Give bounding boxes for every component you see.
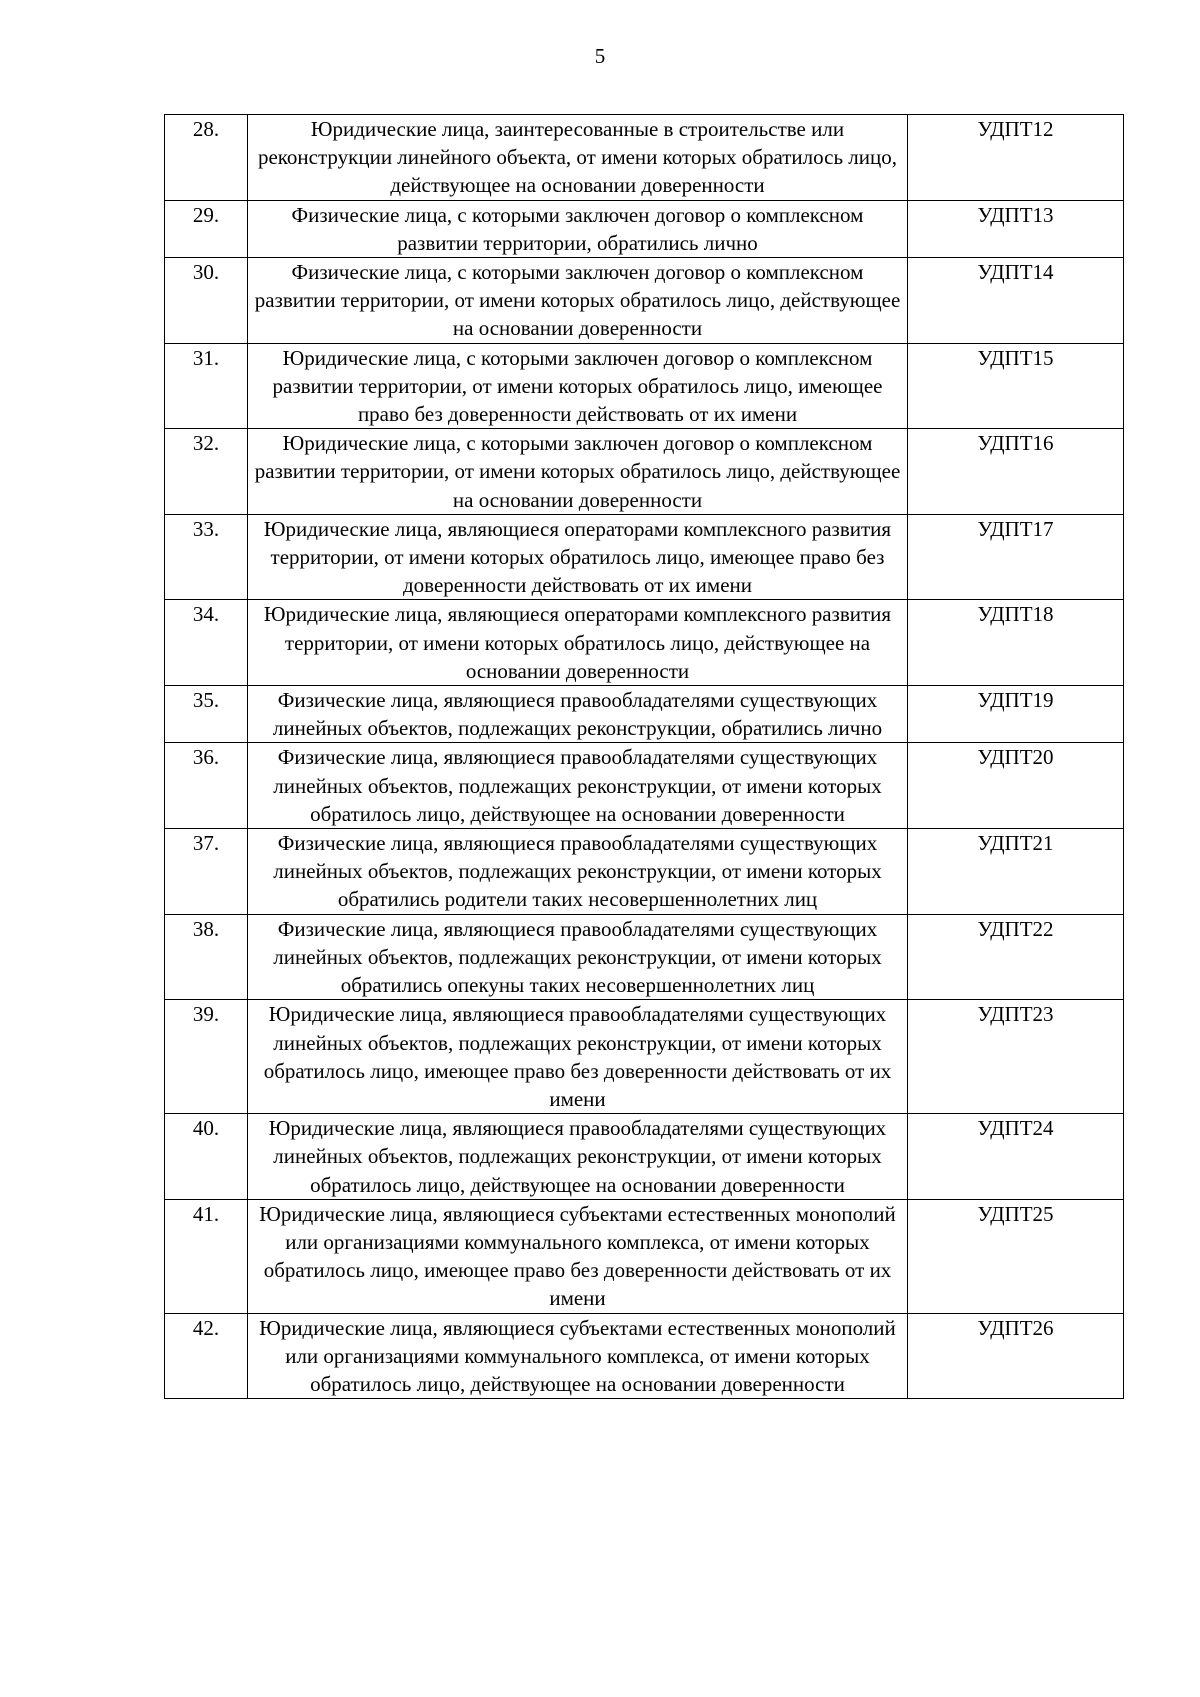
- row-code: УДПТ16: [908, 429, 1124, 515]
- row-code: УДПТ14: [908, 258, 1124, 344]
- table-row: [165, 914, 1124, 1000]
- row-code: УДПТ20: [908, 743, 1124, 829]
- row-code: УДПТ12: [908, 115, 1124, 201]
- row-number: 37.: [165, 829, 248, 915]
- row-description: Физические лица, с которыми заключен договор о комплексном развитии территории, от имени которых обратилось лицо, действующее на основании доверенности: [248, 258, 908, 344]
- row-code: УДПТ13: [908, 200, 1124, 257]
- applicant-category-table: [164, 114, 1124, 1399]
- table-row: [165, 115, 1124, 201]
- table-row: [165, 514, 1124, 600]
- row-number: 41.: [165, 1199, 248, 1313]
- row-description: Физические лица, являющиеся правообладателями существующих линейных объектов, подлежащих реконструкции, от имени которых обратились родители таких несовершеннолетних лиц: [248, 829, 908, 915]
- row-number: 40.: [165, 1114, 248, 1200]
- row-description: Физические лица, являющиеся правообладателями существующих линейных объектов, подлежащих реконструкции, от имени которых обратились опекуны таких несовершеннолетних лиц: [248, 914, 908, 1000]
- row-number: 28.: [165, 115, 248, 201]
- table-row: [165, 200, 1124, 257]
- row-number: 30.: [165, 258, 248, 344]
- row-code: УДПТ21: [908, 829, 1124, 915]
- row-code: УДПТ22: [908, 914, 1124, 1000]
- row-number: 29.: [165, 200, 248, 257]
- table-row: [165, 429, 1124, 515]
- row-description: Юридические лица, заинтересованные в строительстве или реконструкции линейного объекта, от имени которых обратилось лицо, действующее на основании доверенности: [248, 115, 908, 201]
- row-description: Физические лица, являющиеся правообладателями существующих линейных объектов, подлежащих реконструкции, от имени которых обратилось лицо, действующее на основании доверенности: [248, 743, 908, 829]
- row-description: Юридические лица, являющиеся правообладателями существующих линейных объектов, подлежащих реконструкции, от имени которых обратилось лицо, действующее на основании доверенности: [248, 1114, 908, 1200]
- row-number: 38.: [165, 914, 248, 1000]
- table-row: [165, 258, 1124, 344]
- row-description: Физические лица, с которыми заключен договор о комплексном развитии территории, обратились лично: [248, 200, 908, 257]
- row-code: УДПТ24: [908, 1114, 1124, 1200]
- row-number: 39.: [165, 1000, 248, 1114]
- table-row: [165, 1313, 1124, 1399]
- row-code: УДПТ18: [908, 600, 1124, 686]
- table-row: [165, 1199, 1124, 1313]
- row-description: Юридические лица, являющиеся операторами комплексного развития территории, от имени которых обратилось лицо, имеющее право без доверенности действовать от их имени: [248, 514, 908, 600]
- row-code: УДПТ19: [908, 686, 1124, 743]
- row-number: 32.: [165, 429, 248, 515]
- row-number: 35.: [165, 686, 248, 743]
- table-row: [165, 343, 1124, 429]
- row-code: УДПТ26: [908, 1313, 1124, 1399]
- table-row: [165, 743, 1124, 829]
- row-code: УДПТ23: [908, 1000, 1124, 1114]
- row-description: Юридические лица, с которыми заключен договор о комплексном развитии территории, от имени которых обратилось лицо, действующее на основании доверенности: [248, 429, 908, 515]
- row-code: УДПТ25: [908, 1199, 1124, 1313]
- table-row: [165, 600, 1124, 686]
- table-row: [165, 1000, 1124, 1114]
- row-number: 31.: [165, 343, 248, 429]
- row-description: Юридические лица, являющиеся субъектами естественных монополий или организациями коммунального комплекса, от имени которых обратилось лицо, имеющее право без доверенности действовать от их имени: [248, 1199, 908, 1313]
- row-description: Юридические лица, с которыми заключен договор о комплексном развитии территории, от имени которых обратилось лицо, имеющее право без доверенности действовать от их имени: [248, 343, 908, 429]
- row-description: Физические лица, являющиеся правообладателями существующих линейных объектов, подлежащих реконструкции, обратились лично: [248, 686, 908, 743]
- row-number: 42.: [165, 1313, 248, 1399]
- table-row: [165, 1114, 1124, 1200]
- row-number: 34.: [165, 600, 248, 686]
- row-number: 33.: [165, 514, 248, 600]
- table-row: [165, 686, 1124, 743]
- row-number: 36.: [165, 743, 248, 829]
- row-description: Юридические лица, являющиеся субъектами естественных монополий или организациями коммунального комплекса, от имени которых обратилось лицо, действующее на основании доверенности: [248, 1313, 908, 1399]
- row-description: Юридические лица, являющиеся правообладателями существующих линейных объектов, подлежащих реконструкции, от имени которых обратилось лицо, имеющее право без доверенности действовать от их имени: [248, 1000, 908, 1114]
- row-code: УДПТ15: [908, 343, 1124, 429]
- row-code: УДПТ17: [908, 514, 1124, 600]
- table-row: [165, 829, 1124, 915]
- page-number: 5: [594, 44, 606, 68]
- row-description: Юридические лица, являющиеся операторами комплексного развития территории, от имени которых обратилось лицо, действующее на основании доверенности: [248, 600, 908, 686]
